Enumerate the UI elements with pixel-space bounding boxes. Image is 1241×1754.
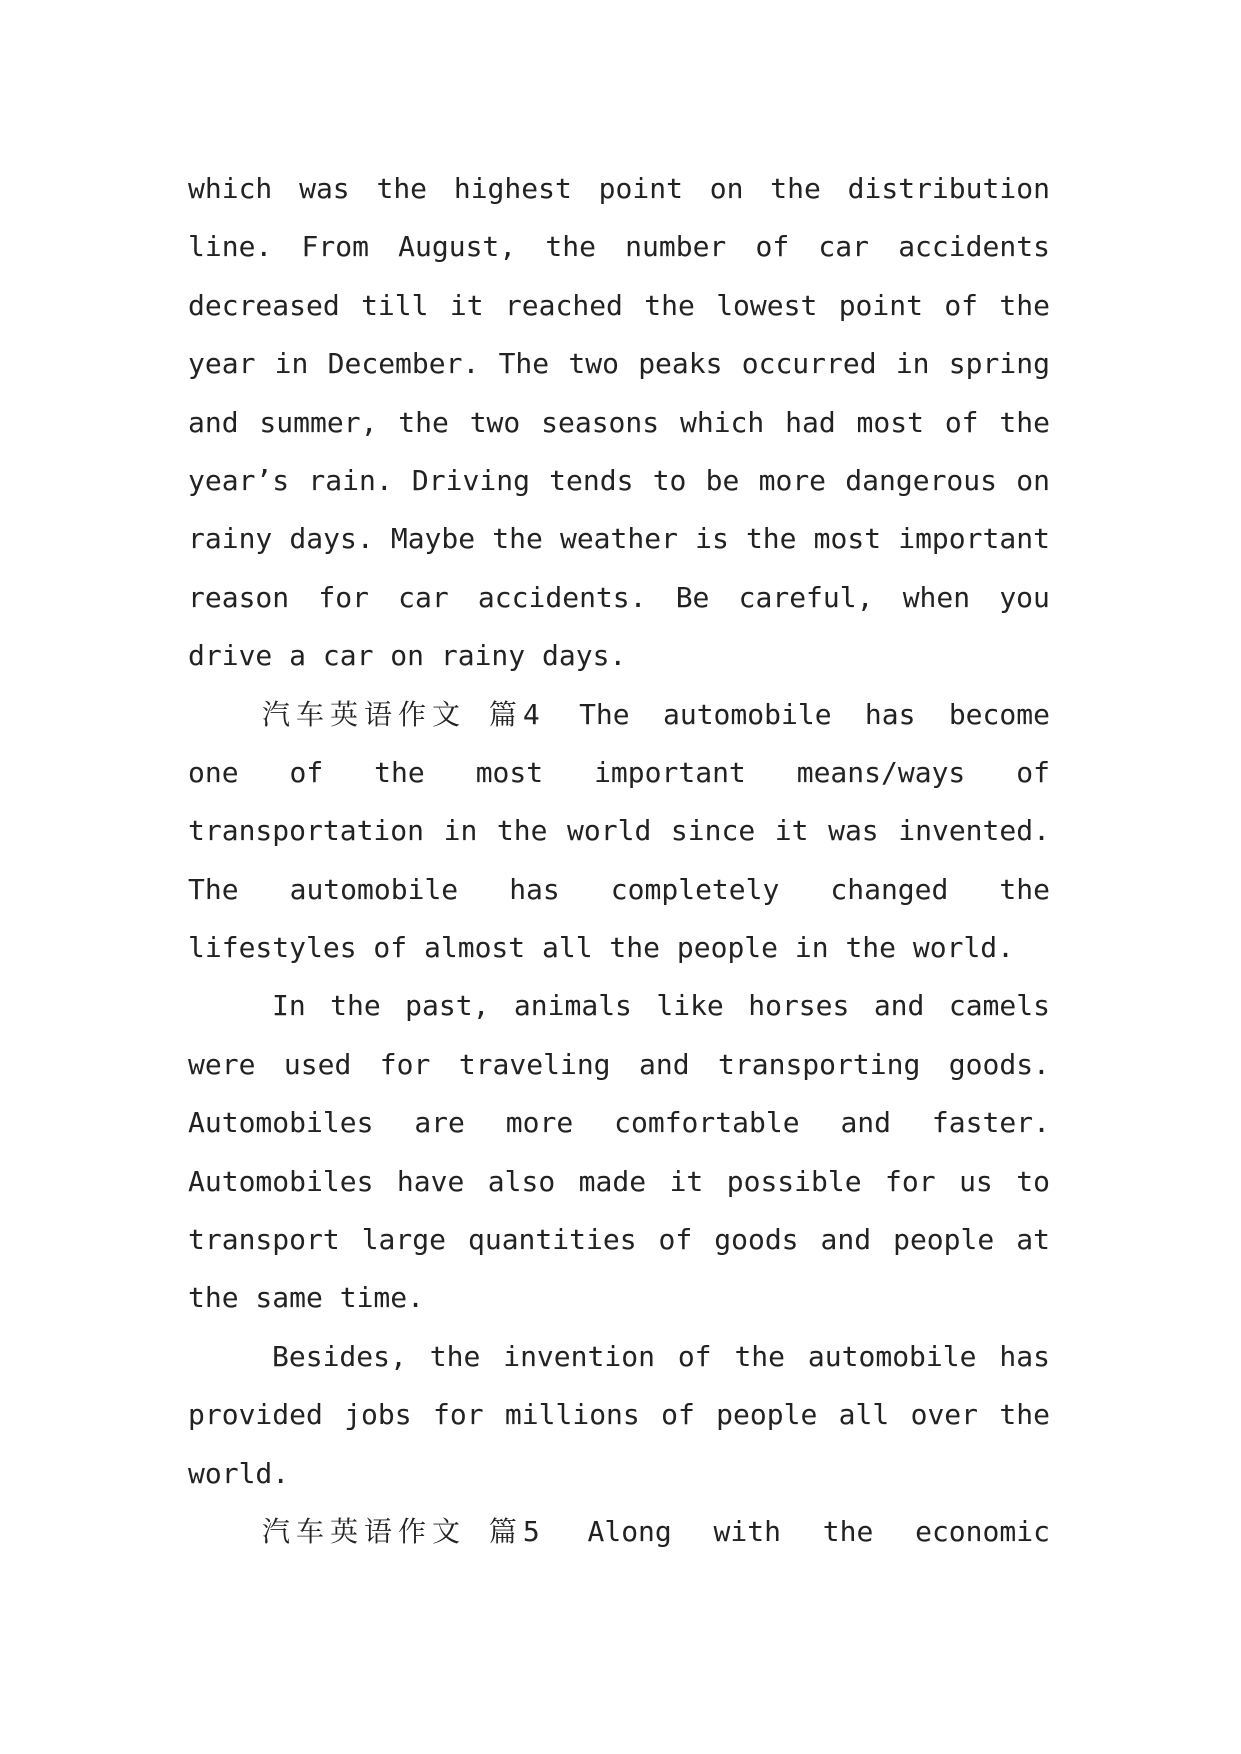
word: people bbox=[716, 1398, 818, 1432]
word: Maybe bbox=[390, 522, 476, 556]
word: it bbox=[669, 1164, 704, 1198]
word: past, bbox=[405, 989, 490, 1023]
word: car bbox=[398, 580, 449, 614]
word: of bbox=[289, 755, 324, 789]
word: car bbox=[818, 230, 869, 264]
word: on bbox=[709, 172, 744, 205]
word: number bbox=[625, 230, 727, 264]
word: become bbox=[948, 697, 1050, 731]
word: two bbox=[568, 347, 619, 381]
word: millions bbox=[504, 1398, 640, 1432]
word: it bbox=[774, 814, 809, 848]
word: decreased bbox=[188, 288, 340, 322]
word: the bbox=[770, 172, 821, 205]
text-line bbox=[188, 1503, 1050, 1561]
word: the bbox=[429, 1339, 481, 1373]
word: us bbox=[959, 1164, 993, 1198]
word: and bbox=[840, 1106, 892, 1140]
word: point bbox=[838, 288, 923, 322]
word: at bbox=[1016, 1223, 1050, 1257]
word: the bbox=[822, 1514, 874, 1548]
word: summer, bbox=[259, 405, 378, 439]
text-line bbox=[188, 335, 1050, 393]
word: more bbox=[758, 463, 827, 497]
word: year’s bbox=[188, 463, 290, 497]
word: completely bbox=[610, 872, 780, 906]
text-line bbox=[188, 802, 1050, 860]
word: The bbox=[498, 347, 550, 381]
word: is bbox=[695, 522, 729, 556]
word: for bbox=[379, 1047, 431, 1081]
word: important bbox=[898, 522, 1050, 556]
word: on bbox=[1016, 463, 1050, 497]
word: The bbox=[188, 872, 239, 906]
word: since bbox=[670, 814, 756, 848]
text-line bbox=[188, 1036, 1050, 1094]
word: means/ways bbox=[796, 755, 966, 789]
word: were bbox=[188, 1047, 256, 1081]
word: world bbox=[567, 814, 652, 848]
word: important bbox=[594, 755, 746, 789]
word: transport bbox=[188, 1223, 340, 1257]
word: and bbox=[638, 1047, 690, 1081]
word: the bbox=[644, 288, 695, 322]
word: large bbox=[361, 1223, 446, 1257]
word: of bbox=[944, 288, 979, 322]
word: provided bbox=[188, 1398, 323, 1432]
word: people bbox=[893, 1223, 995, 1257]
word: of bbox=[658, 1223, 693, 1257]
word: automobile bbox=[662, 697, 832, 731]
word: quantities bbox=[467, 1223, 637, 1257]
word: used bbox=[283, 1047, 352, 1081]
word: the bbox=[999, 1398, 1050, 1432]
word: horses bbox=[748, 989, 850, 1023]
word: comfortable bbox=[614, 1106, 800, 1140]
word: the bbox=[734, 1339, 786, 1373]
word: traveling bbox=[458, 1047, 611, 1081]
word: has bbox=[999, 1339, 1050, 1373]
word: the bbox=[398, 405, 449, 439]
word: faster. bbox=[931, 1106, 1050, 1140]
text-line bbox=[188, 1094, 1050, 1152]
word: was bbox=[828, 814, 879, 848]
word: line. bbox=[188, 230, 273, 264]
text-line bbox=[188, 861, 1050, 919]
word: In bbox=[272, 989, 306, 1023]
word: which bbox=[188, 172, 273, 205]
word: Automobiles bbox=[188, 1106, 374, 1140]
word: for bbox=[432, 1398, 484, 1432]
word: of bbox=[944, 405, 979, 439]
text-line bbox=[188, 452, 1050, 510]
word: jobs bbox=[344, 1398, 412, 1432]
word: when bbox=[902, 580, 971, 614]
word: the bbox=[745, 522, 797, 556]
text-line bbox=[188, 1211, 1050, 1269]
word: like bbox=[656, 989, 724, 1023]
word: reached bbox=[504, 288, 623, 322]
word: distribution bbox=[847, 172, 1050, 205]
word: made bbox=[578, 1164, 647, 1198]
text-line bbox=[188, 1386, 1050, 1444]
word: the bbox=[999, 872, 1050, 906]
word: tends bbox=[549, 463, 634, 497]
section-heading: 汽车英语作文 篇4 bbox=[262, 697, 546, 731]
word: point bbox=[598, 172, 683, 205]
word: has bbox=[864, 697, 916, 731]
word: the bbox=[545, 230, 596, 264]
word: From bbox=[301, 230, 369, 264]
word: the bbox=[496, 814, 548, 848]
section-heading: 汽车英语作文 篇5 bbox=[262, 1514, 546, 1548]
word: the bbox=[374, 755, 425, 789]
word: transportation bbox=[188, 814, 425, 848]
word: till bbox=[361, 288, 429, 322]
word: two bbox=[469, 405, 521, 439]
text-line: world. bbox=[188, 1456, 290, 1490]
word: the bbox=[492, 522, 543, 556]
word: are bbox=[414, 1106, 465, 1140]
word: rainy bbox=[188, 522, 273, 556]
word: of bbox=[1016, 755, 1050, 789]
word: it bbox=[449, 288, 484, 322]
document-body bbox=[188, 160, 1050, 1561]
word: peaks bbox=[638, 347, 723, 381]
word: highest bbox=[453, 172, 572, 205]
text-line bbox=[188, 1153, 1050, 1211]
word: reason bbox=[188, 580, 290, 614]
word: of bbox=[755, 230, 790, 264]
word: for bbox=[885, 1164, 936, 1198]
text-line bbox=[188, 977, 1050, 1035]
word: of bbox=[677, 1339, 712, 1373]
word: goods. bbox=[948, 1047, 1050, 1081]
word: transporting bbox=[718, 1047, 921, 1081]
word: animals bbox=[513, 989, 632, 1023]
word: possible bbox=[726, 1164, 862, 1198]
word: in bbox=[443, 814, 478, 848]
word: over bbox=[910, 1398, 979, 1432]
word: goods bbox=[714, 1223, 799, 1257]
word: the bbox=[999, 288, 1050, 322]
text-line: the same time. bbox=[188, 1281, 425, 1315]
text-line: drive a car on rainy days. bbox=[188, 639, 627, 673]
word: of bbox=[661, 1398, 695, 1432]
text-line bbox=[188, 218, 1050, 276]
word: most bbox=[475, 755, 544, 789]
word: also bbox=[487, 1164, 556, 1198]
word: Automobiles bbox=[188, 1164, 374, 1198]
word: accidents bbox=[898, 230, 1050, 264]
word: the bbox=[330, 989, 381, 1023]
text-line: lifestyles of almost all the people in the world. bbox=[188, 931, 1015, 965]
word: lowest bbox=[716, 288, 818, 322]
word: and bbox=[873, 989, 925, 1023]
text-line bbox=[188, 686, 1050, 744]
word: economic bbox=[915, 1514, 1050, 1548]
text-line bbox=[188, 510, 1050, 568]
word: weather bbox=[559, 522, 678, 556]
text-line bbox=[188, 160, 1050, 218]
word: days. bbox=[289, 522, 374, 556]
word: to bbox=[1016, 1164, 1050, 1198]
word: accidents. bbox=[477, 580, 647, 614]
word: invented. bbox=[898, 814, 1050, 848]
word: one bbox=[188, 755, 239, 789]
word: rain. bbox=[308, 463, 393, 497]
word: year bbox=[188, 347, 256, 381]
word: The bbox=[579, 697, 630, 731]
word: December. bbox=[327, 347, 480, 381]
word: Along bbox=[587, 1514, 672, 1548]
word: occurred bbox=[741, 347, 877, 381]
word: more bbox=[505, 1106, 574, 1140]
word: in bbox=[274, 347, 309, 381]
word: automobile bbox=[289, 872, 459, 906]
word: and bbox=[820, 1223, 872, 1257]
word: seasons bbox=[541, 405, 660, 439]
word: careful, bbox=[738, 580, 874, 614]
word: most bbox=[813, 522, 882, 556]
word: automobile bbox=[807, 1339, 977, 1373]
text-line bbox=[188, 1328, 1050, 1386]
word: invention bbox=[503, 1339, 655, 1373]
word: for bbox=[318, 580, 369, 614]
word: Driving bbox=[411, 463, 530, 497]
word: changed bbox=[830, 872, 949, 906]
word: camels bbox=[948, 989, 1050, 1023]
word: with bbox=[713, 1514, 781, 1548]
word: have bbox=[396, 1164, 465, 1198]
word: in bbox=[895, 347, 930, 381]
word: be bbox=[705, 463, 740, 497]
word: you bbox=[999, 580, 1050, 614]
text-line bbox=[188, 569, 1050, 627]
text-line bbox=[188, 394, 1050, 452]
text-line bbox=[188, 744, 1050, 802]
word: which bbox=[679, 405, 765, 439]
word: most bbox=[856, 405, 924, 439]
word: Be bbox=[675, 580, 710, 614]
word: all bbox=[838, 1398, 890, 1432]
word: spring bbox=[948, 347, 1050, 381]
word: the bbox=[999, 405, 1050, 439]
word: Besides, bbox=[272, 1339, 407, 1373]
text-line bbox=[188, 277, 1050, 335]
word: was bbox=[299, 172, 350, 205]
word: the bbox=[376, 172, 428, 205]
word: has bbox=[509, 872, 560, 906]
word: dangerous bbox=[845, 463, 997, 497]
word: had bbox=[785, 405, 836, 439]
word: to bbox=[652, 463, 687, 497]
word: August, bbox=[398, 230, 517, 264]
word: and bbox=[188, 405, 239, 439]
